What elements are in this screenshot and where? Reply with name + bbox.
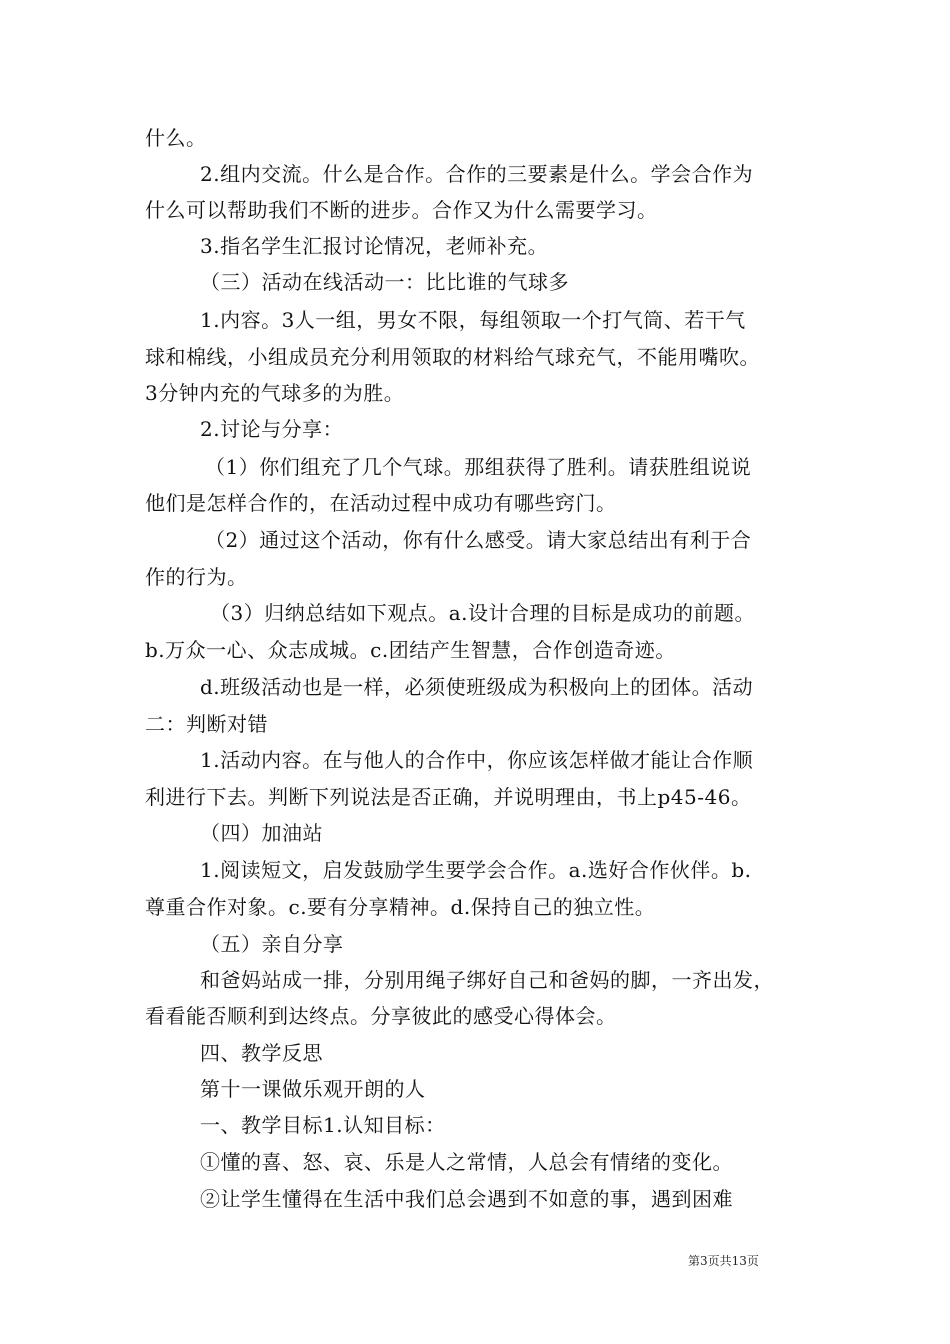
text-line: 什么可以帮助我们不断的进步。合作又为什么需要学习。 bbox=[145, 198, 658, 222]
text-line: 3分钟内充的气球多的为胜。 bbox=[145, 381, 405, 405]
section-heading: （四）加油站 bbox=[200, 821, 323, 845]
text-line: 和爸妈站成一排，分别用绳子绑好自己和爸妈的脚，一齐出发， bbox=[200, 968, 774, 992]
text-line: b.万众一心、众志成城。c.团结产生智慧，合作创造奇迹。 bbox=[145, 638, 676, 662]
text-line: 2.讨论与分享： bbox=[200, 417, 344, 441]
text-line: 球和棉线，小组成员充分利用领取的材料给气球充气，不能用嘴吹。 bbox=[145, 345, 760, 369]
text-line: 1.阅读短文，启发鼓励学生要学会合作。a.选好合作伙伴。b. bbox=[200, 858, 752, 882]
text-line: 利进行下去。判断下列说法是否正确，并说明理由，书上p45-46。 bbox=[145, 785, 752, 809]
lesson-title: 第十一课做乐观开朗的人 bbox=[200, 1077, 426, 1101]
text-line: 作的行为。 bbox=[145, 565, 248, 589]
text-line: （2）通过这个活动，你有什么感受。请大家总结出有利于合 bbox=[205, 528, 752, 552]
text-line: （3）归纳总结如下观点。a.设计合理的目标是成功的前题。 bbox=[210, 601, 756, 625]
text-line: 尊重合作对象。c.要有分享精神。d.保持自己的独立性。 bbox=[145, 895, 656, 919]
section-heading: 一、教学目标1.认知目标： bbox=[200, 1113, 446, 1137]
text-line: ①懂的喜、怒、哀、乐是人之常情，人总会有情绪的变化。 bbox=[200, 1150, 733, 1174]
text-line: 他们是怎样合作的，在活动过程中成功有哪些窍门。 bbox=[145, 491, 617, 515]
page-number-footer: 第3页共13页 bbox=[688, 1254, 759, 1268]
text-line: d.班级活动也是一样，必须使班级成为积极向上的团体。活动 bbox=[200, 675, 754, 699]
text-line: 3.指名学生汇报讨论情况，老师补充。 bbox=[200, 234, 549, 258]
text-line: （1）你们组充了几个气球。那组获得了胜利。请获胜组说说 bbox=[205, 455, 752, 479]
section-heading: （五）亲自分享 bbox=[200, 932, 344, 956]
text-line: ②让学生懂得在生活中我们总会遇到不如意的事，遇到困难 bbox=[200, 1187, 733, 1211]
section-heading: （三）活动在线活动一：比比谁的气球多 bbox=[200, 270, 569, 294]
section-heading: 四、教学反思 bbox=[200, 1041, 323, 1065]
text-line: 什么。 bbox=[145, 126, 207, 150]
text-line: 1.内容。3人一组，男女不限，每组领取一个打气筒、若干气 bbox=[200, 308, 746, 332]
text-line: 1.活动内容。在与他人的合作中，你应该怎样做才能让合作顺 bbox=[200, 748, 754, 772]
text-line: 看看能否顺利到达终点。分享彼此的感受心得体会。 bbox=[145, 1004, 617, 1028]
text-line: 二：判断对错 bbox=[145, 712, 268, 736]
text-line: 2.组内交流。什么是合作。合作的三要素是什么。学会合作为 bbox=[200, 162, 754, 186]
